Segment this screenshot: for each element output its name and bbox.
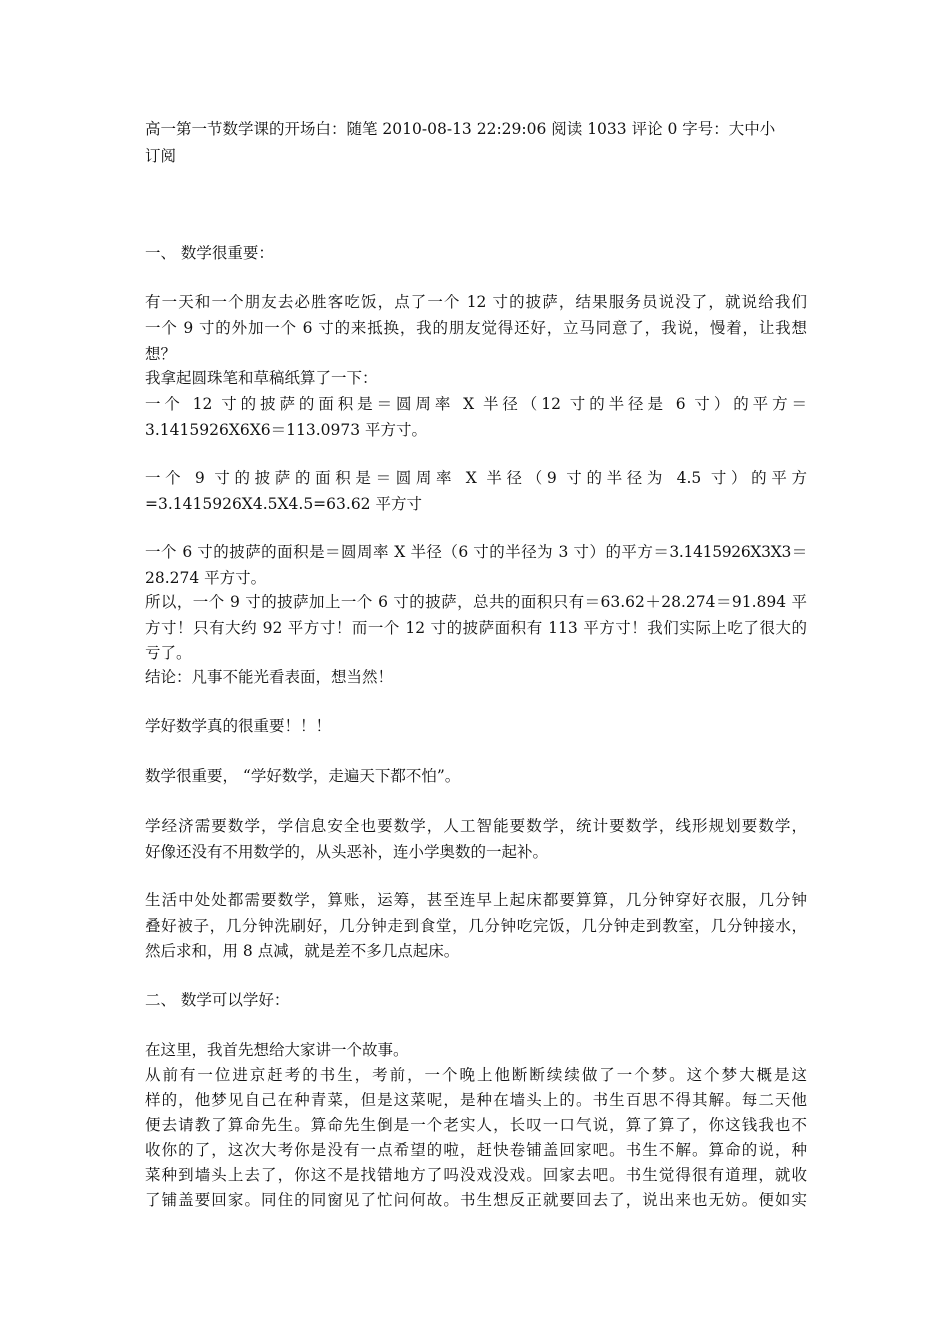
post-header-line: 高一第一节数学课的开场白：随笔 2010-08-13 22:29:06 阅读 1033 评论 0 字号：大中小 [145, 120, 776, 138]
paragraph-line: 数学很重要， “学好数学，走遍天下都不怕”。 [145, 767, 461, 785]
post-header-subscribe: 订阅 [145, 147, 177, 165]
paragraph-line: 好像还没有不用数学的，从头恶补，连小学奥数的一起补。 [145, 843, 549, 861]
paragraph-line: 我拿起圆珠笔和草稿纸算了一下： [145, 369, 378, 387]
paragraph-line: 了铺盖要回家。同住的同窗见了忙问何故。书生想反正就要回去了，说出来也无妨。便如实 [145, 1191, 807, 1209]
paragraph-line: 学经济需要数学，学信息安全也要数学，人工智能要数学，统计要数学，线形规划要数学， [145, 817, 807, 835]
section-heading-2: 二、 数学可以学好： [145, 991, 290, 1009]
paragraph-line: 一个 12 寸的披萨的面积是＝圆周率 X 半径（12 寸的半径是 6 寸）的平方＝ [145, 395, 807, 413]
paragraph-line: 28.274 平方寸。 [145, 569, 267, 587]
paragraph-line: 想？ [145, 345, 177, 363]
conclusion-line: 结论：凡事不能光看表面，想当然！ [145, 668, 394, 686]
paragraph-line: 一个 9 寸的披萨的面积是＝圆周率 X 半径（9 寸的半径为 4.5 寸）的平方 [145, 469, 807, 487]
paragraph-line: 一个 9 寸的外加一个 6 寸的来抵换，我的朋友觉得还好，立马同意了，我说，慢着，让我想 [145, 319, 807, 337]
paragraph-line: 然后求和，用 8 点减，就是差不多几点起床。 [145, 942, 460, 960]
paragraph-line: 收你的了，这次大考你是没有一点希望的啦，赶快卷铺盖回家吧。书生不解。算命的说，种 [145, 1141, 807, 1159]
paragraph-line: 生活中处处都需要数学，算账，运筹，甚至连早上起床都要算算，几分钟穿好衣服，几分钟 [145, 891, 807, 909]
section-heading-1: 一、 数学很重要： [145, 244, 274, 262]
paragraph-line: 样的，他梦见自己在种青菜，但是这菜呢，是种在墙头上的。书生百思不得其解。每二天他 [145, 1091, 807, 1109]
paragraph-line: 3.1415926X6X6＝113.0973 平方寸。 [145, 421, 427, 439]
paragraph-line: 方寸！只有大约 92 平方寸！而一个 12 寸的披萨面积有 113 平方寸！我们实际上吃了很大的 [145, 619, 807, 637]
paragraph-line: 菜种到墙头上去了，你这不是找错地方了吗没戏没戏。回家去吧。书生觉得很有道理，就收 [145, 1166, 807, 1184]
paragraph-line: 叠好被子，几分钟洗刷好，几分钟走到食堂，几分钟吃完饭，几分钟走到教室，几分钟接水， [145, 917, 807, 935]
paragraph-line: 学好数学真的很重要！！！ [145, 717, 332, 735]
paragraph-line: 有一天和一个朋友去必胜客吃饭，点了一个 12 寸的披萨，结果服务员说没了，就说给我们 [145, 293, 807, 311]
paragraph-line: 所以，一个 9 寸的披萨加上一个 6 寸的披萨，总共的面积只有＝63.62＋28.274＝91.894 平 [145, 593, 807, 611]
paragraph-line: 从前有一位进京赶考的书生，考前，一个晚上他断断续续做了一个梦。这个梦大概是这 [145, 1066, 807, 1084]
paragraph-line: 一个 6 寸的披萨的面积是＝圆周率 X 半径（6 寸的半径为 3 寸）的平方＝3.1415926X3X3＝ [145, 543, 807, 561]
paragraph-line: 便去请教了算命先生。算命先生倒是一个老实人，长叹一口气说，算了算了，你这钱我也不 [145, 1116, 807, 1134]
paragraph-line: 在这里，我首先想给大家讲一个故事。 [145, 1041, 409, 1059]
paragraph-line: 亏了。 [145, 644, 192, 662]
paragraph-line: =3.1415926X4.5X4.5=63.62 平方寸 [145, 495, 422, 513]
